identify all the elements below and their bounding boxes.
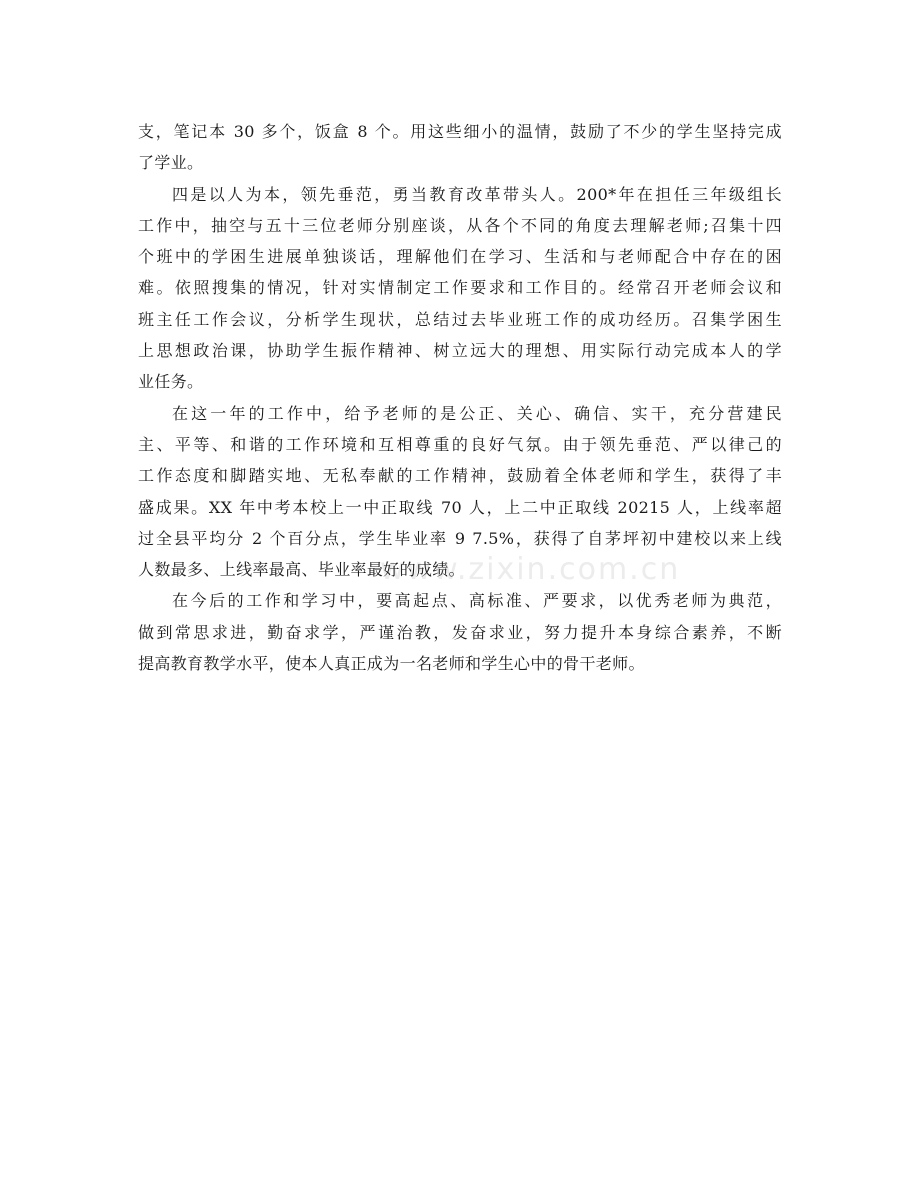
text-line: 上思想政治课，协助学生振作精神、树立远大的理想、用实际行动完成本人的学 [138, 341, 782, 361]
text-line: 了学业。 [138, 153, 204, 173]
watermark: www.zixin.com.cn [380, 552, 681, 587]
text-line: 做到常思求进，勤奋求学，严谨治教，发奋求业，努力提升本身综合素养，不断 [138, 622, 782, 642]
text-line: 四是以人为本，领先垂范，勇当教育改革带头人。200*年在担任三年级组长 [172, 184, 782, 204]
text-line: 盛成果。XX 年中考本校上一中正取线 70 人，上二中正取线 20215 人，上线率超 [138, 497, 782, 517]
text-line: 主、平等、和谐的工作环境和互相尊重的良好气氛。由于领先垂范、严以律己的 [138, 434, 782, 454]
text-line: 个班中的学困生进展单独谈话，理解他们在学习、生活和与老师配合中存在的困 [138, 247, 782, 267]
paragraph-1 [138, 116, 782, 179]
text-line: 工作态度和脚踏实地、无私奉献的工作精神，鼓励着全体老师和学生，获得了丰 [138, 466, 782, 486]
text-line: 班主任工作会议，分析学生现状，总结过去毕业班工作的成功经历。召集学困生 [138, 309, 782, 329]
text-line: 在这一年的工作中，给予老师的是公正、关心、确信、实干，充分营建民 [172, 403, 782, 423]
text-line: 过全县平均分 2 个百分点，学生毕业率 9 7.5%，获得了自茅坪初中建校以来上线 [138, 528, 782, 548]
text-line: 支，笔记本 30 多个，饭盒 8 个。用这些细小的温情，鼓励了不少的学生坚持完成 [138, 122, 782, 141]
text-line: 提高教育教学水平，使本人真正成为一名老师和学生心中的骨干老师。 [138, 654, 645, 674]
paragraph-3 [138, 398, 782, 586]
paragraph-2 [138, 179, 782, 398]
document-body [138, 116, 782, 679]
text-line: 难。依照搜集的情况，针对实情制定工作要求和工作目的。经常召开老师会议和 [138, 278, 782, 298]
text-line: 业任务。 [138, 372, 204, 392]
text-line: 人数最多、上线率最高、毕业率最好的成绩。 [138, 560, 466, 580]
text-line: 在今后的工作和学习中，要高起点、高标准、严要求，以优秀老师为典范， [172, 591, 782, 611]
paragraph-4 [138, 585, 782, 679]
text-line: 工作中，抽空与五十三位老师分别座谈，从各个不同的角度去理解老师;召集十四 [138, 215, 782, 235]
